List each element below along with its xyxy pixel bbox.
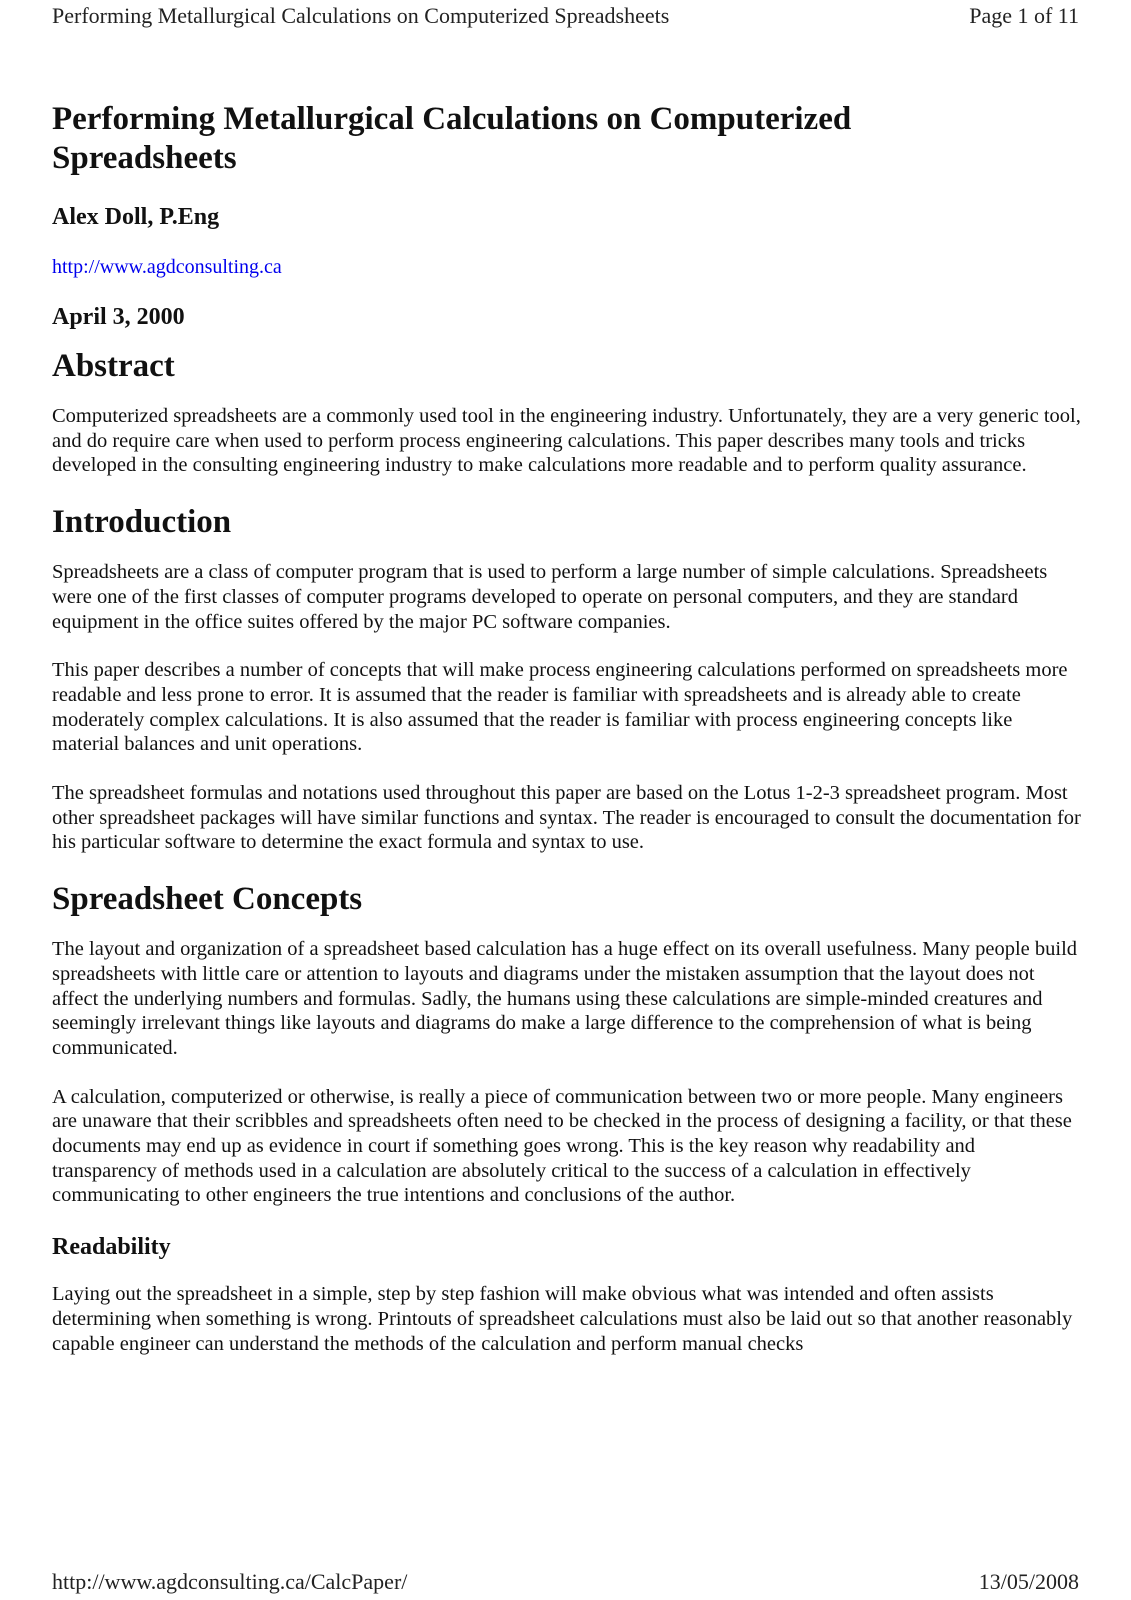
abstract-heading: Abstract xyxy=(52,348,175,384)
introduction-paragraph: Spreadsheets are a class of computer program that is used to perform a large number of simple calculations. Spreadsheets were one of the first classes of computer programs developed to operate on personal computers, and they are standard equipment in the office suites offered by the major PC software companies. xyxy=(52,561,1048,633)
concepts-paragraph: The layout and organization of a spreadsheet based calculation has a huge effect on its overall usefulness. Many people build spreadsheets with little care or attention to layouts and diagrams under the mistaken assumption that the layout does not affect the underlying numbers and formulas. Sadly, the humans using these calculations are simple-minded creatures and seemingly irrelevant things like layouts and diagrams do make a large difference to the comprehension of what is being communicated. xyxy=(52,938,1078,1059)
footer-url: http://www.agdconsulting.ca/CalcPaper/ xyxy=(52,1569,408,1594)
footer-date: 13/05/2008 xyxy=(978,1569,1079,1594)
running-header xyxy=(52,2,1079,30)
document-title: Performing Metallurgical Calculations on Computerized Spreadsheets xyxy=(52,101,852,176)
readability-paragraph: Laying out the spreadsheet in a simple, step by step fashion will make obvious what was intended and often assists determining when something is wrong. Printouts of spreadsheet calculations must also be laid out so that another reasonably capable engineer can understand the methods of the calculation and perform manual checks xyxy=(52,1283,1073,1355)
header-title: Performing Metallurgical Calculations on Computerized Spreadsheets xyxy=(52,3,670,28)
readability-heading: Readability xyxy=(52,1234,171,1261)
introduction-heading: Introduction xyxy=(52,504,232,541)
concepts-paragraph: A calculation, computerized or otherwise, is really a piece of communication between two or more people. Many engineers are unaware that their scribbles and spreadsheets often need to be checked in the process of designing a facility, or that these documents may end up as evidence in court if something goes wrong. This is the key reason why readability and transparency of methods used in a calculation are absolutely critical to the success of a calculation in effectively communicating to other engineers the true intentions and conclusions of the author. xyxy=(52,1085,1072,1207)
document-body xyxy=(52,100,1082,1380)
page-number: Page 1 of 11 xyxy=(969,3,1079,28)
website-link[interactable]: http://www.agdconsulting.ca xyxy=(52,256,282,278)
concepts-heading: Spreadsheet Concepts xyxy=(52,881,363,918)
abstract-paragraph: Computerized spreadsheets are a commonly used tool in the engineering industry. Unfortunately, they are a very generic tool, and do require care when used to perform process engineering calculations. This paper describes many tools and tricks developed in the consulting engineering industry to make calculations more readable and to perform quality assurance. xyxy=(52,405,1081,477)
running-footer xyxy=(52,1568,1079,1596)
introduction-paragraph: This paper describes a number of concepts that will make process engineering calculations performed on spreadsheets more readable and less prone to error. It is assumed that the reader is familiar with spreadsheets and is already able to create moderately complex calculations. It is also assumed that the reader is familiar with process engineering concepts like material balances and unit operations. xyxy=(52,659,1068,756)
author-name: Alex Doll, P.Eng xyxy=(52,204,220,230)
website-line xyxy=(52,254,1082,280)
introduction-paragraph: The spreadsheet formulas and notations used throughout this paper are based on the Lotus 1-2-3 spreadsheet program. Most other spreadsheet packages will have similar functions and syntax. The reader is encouraged to consult the documentation for his particular software to determine the exact formula and syntax to use. xyxy=(52,782,1081,854)
publication-date: April 3, 2000 xyxy=(52,304,185,330)
